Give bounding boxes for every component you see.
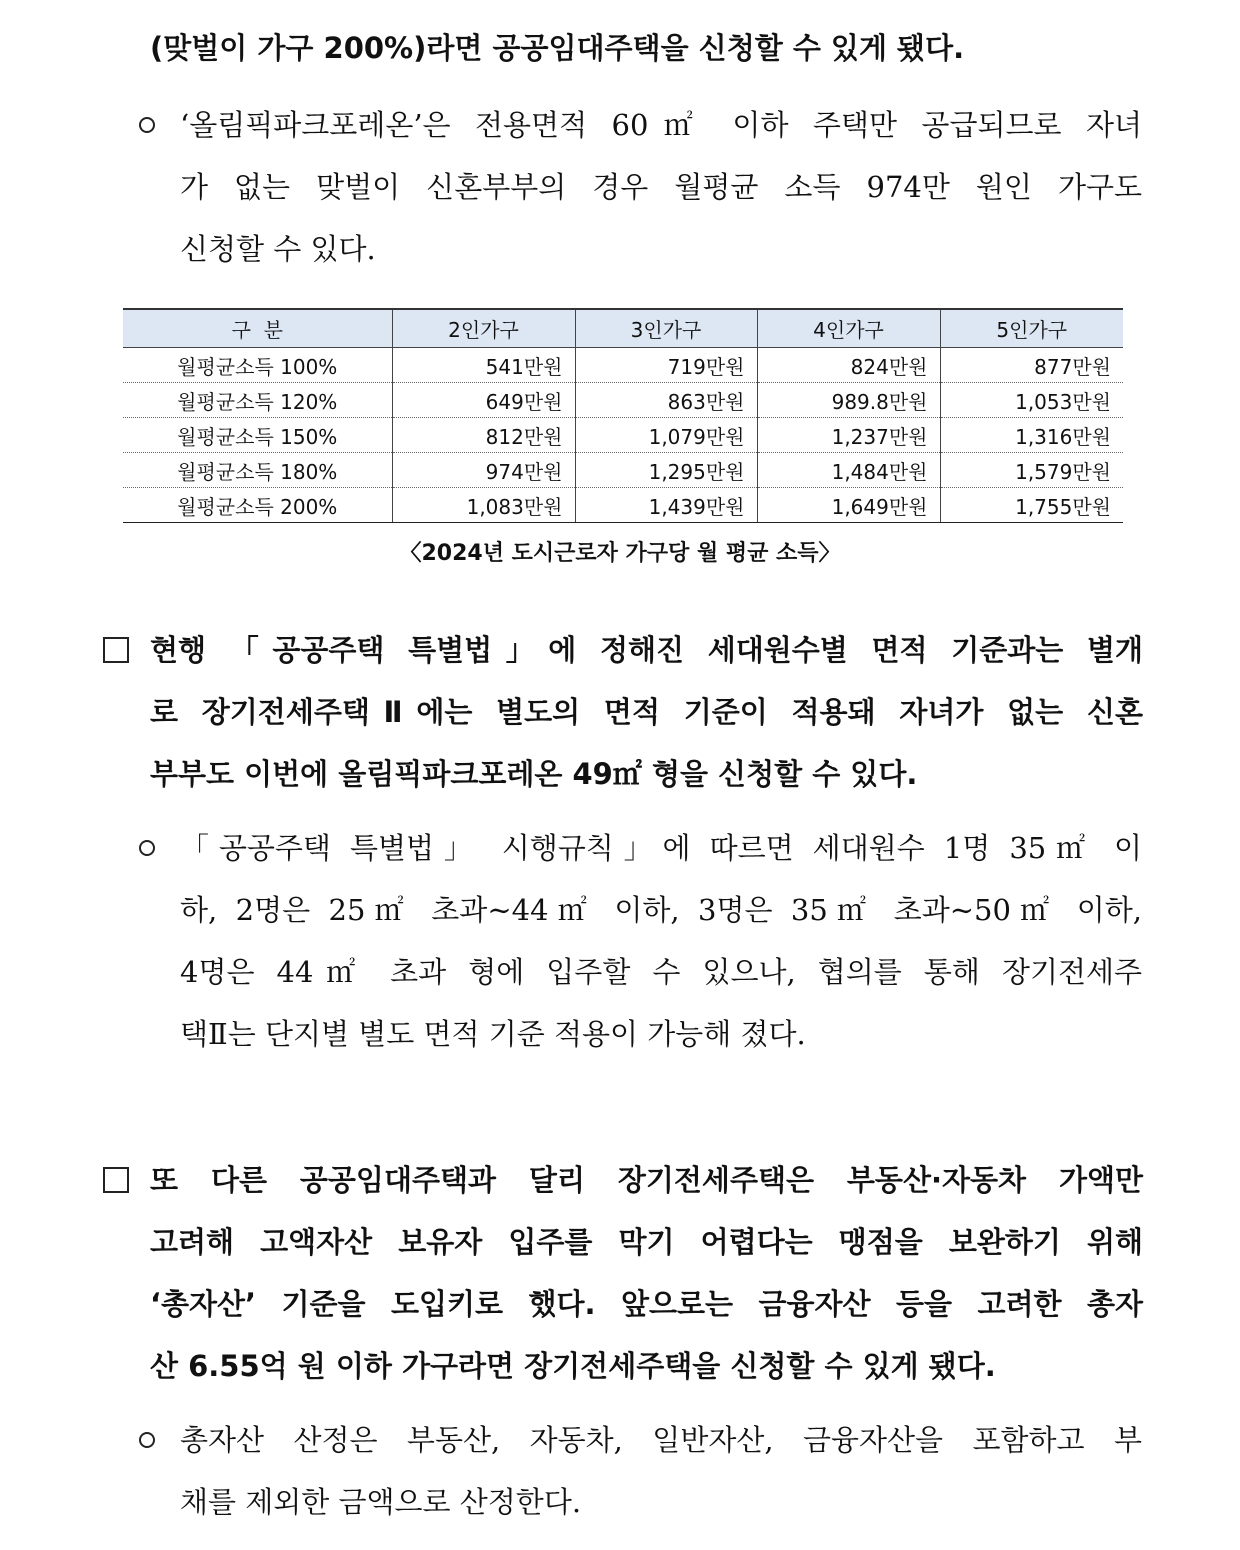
section3-line-3: ‘총자산’ 기준을 도입키로 했다. 앞으로는 금융자산 등을 고려한 총자	[150, 1287, 1143, 1321]
table-caption: 〈2024년 도시근로자 가구당 월 평균 소득〉	[399, 541, 841, 566]
section3-bullet-line-1: 총자산 산정은 부동산, 자동차, 일반자산, 금융자산을 포함하고 부	[180, 1423, 1142, 1457]
section3-line-1: 또 다른 공공임대주택과 달리 장기전세주택은 부동산·자동차 가액만	[150, 1163, 1143, 1197]
cell-value: 1,053만원	[940, 383, 1123, 418]
cell-value: 1,295만원	[575, 453, 757, 488]
cell-value: 649만원	[392, 383, 575, 418]
section2-bullet-line-4: 택Ⅱ는 단지별 별도 면적 기준 적용이 가능해 졌다.	[180, 1017, 806, 1051]
square-bullet-icon	[103, 637, 129, 663]
section2-line-1: 현행 「공공주택 특별법」에 정해진 세대원수별 면적 기준과는 별개	[150, 633, 1143, 667]
row-label: 월평균소득 150%	[123, 418, 392, 453]
cell-value: 989.8만원	[757, 383, 940, 418]
table-header-5person: 5인가구	[940, 309, 1123, 348]
section2-bullet-line-3: 4명은 44㎡ 초과 형에 입주할 수 있으나, 협의를 통해 장기전세주	[180, 955, 1142, 989]
table-header-3person: 3인가구	[575, 309, 757, 348]
row-label: 월평균소득 200%	[123, 488, 392, 523]
cell-value: 824만원	[757, 348, 940, 383]
cell-value: 1,083만원	[392, 488, 575, 523]
table-row	[123, 488, 1123, 523]
intro-line: (맞벌이 가구 200%)라면 공공임대주택을 신청할 수 있게 됐다.	[150, 31, 965, 65]
circle-bullet-icon	[139, 1432, 155, 1448]
bullet1-line-1: ‘올림픽파크포레온’은 전용면적 60㎡ 이하 주택만 공급되므로 자녀	[180, 108, 1142, 142]
cell-value: 974만원	[392, 453, 575, 488]
table-header-2person: 2인가구	[392, 309, 575, 348]
table-header-4person: 4인가구	[757, 309, 940, 348]
cell-value: 812만원	[392, 418, 575, 453]
table-header-category: 구 분	[123, 309, 392, 348]
row-label: 월평균소득 100%	[123, 348, 392, 383]
cell-value: 863만원	[575, 383, 757, 418]
table-header-row	[123, 309, 1123, 348]
income-table	[123, 308, 1123, 523]
bullet1-line-3: 신청할 수 있다.	[180, 232, 376, 266]
cell-value: 1,237만원	[757, 418, 940, 453]
table-row	[123, 383, 1123, 418]
cell-value: 1,316만원	[940, 418, 1123, 453]
circle-bullet-icon	[139, 117, 155, 133]
table-row	[123, 348, 1123, 383]
section2-bullet-line-2: 하, 2명은 25㎡ 초과∼44㎡ 이하, 3명은 35㎡ 초과∼50㎡ 이하,	[180, 893, 1142, 927]
table-row	[123, 453, 1123, 488]
square-bullet-icon	[103, 1167, 129, 1193]
cell-value: 1,755만원	[940, 488, 1123, 523]
circle-bullet-icon	[139, 840, 155, 856]
cell-value: 1,649만원	[757, 488, 940, 523]
cell-value: 877만원	[940, 348, 1123, 383]
section2-bullet-line-1: 「공공주택 특별법」 시행규칙」에 따르면 세대원수 1명 35㎡ 이	[180, 831, 1142, 865]
section2-line-3: 부부도 이번에 올림픽파크포레온 49㎡ 형을 신청할 수 있다.	[150, 757, 918, 791]
cell-value: 719만원	[575, 348, 757, 383]
bullet1-line-2: 가 없는 맞벌이 신혼부부의 경우 월평균 소득 974만 원인 가구도	[180, 170, 1142, 204]
row-label: 월평균소득 180%	[123, 453, 392, 488]
section3-bullet-line-2: 채를 제외한 금액으로 산정한다.	[180, 1485, 582, 1519]
section3-line-4: 산 6.55억 원 이하 가구라면 장기전세주택을 신청할 수 있게 됐다.	[150, 1349, 996, 1383]
cell-value: 541만원	[392, 348, 575, 383]
section2-line-2: 로 장기전세주택Ⅱ에는 별도의 면적 기준이 적용돼 자녀가 없는 신혼	[150, 695, 1143, 729]
cell-value: 1,484만원	[757, 453, 940, 488]
cell-value: 1,079만원	[575, 418, 757, 453]
section3-line-2: 고려해 고액자산 보유자 입주를 막기 어렵다는 맹점을 보완하기 위해	[150, 1225, 1143, 1259]
cell-value: 1,579만원	[940, 453, 1123, 488]
cell-value: 1,439만원	[575, 488, 757, 523]
row-label: 월평균소득 120%	[123, 383, 392, 418]
table-row	[123, 418, 1123, 453]
